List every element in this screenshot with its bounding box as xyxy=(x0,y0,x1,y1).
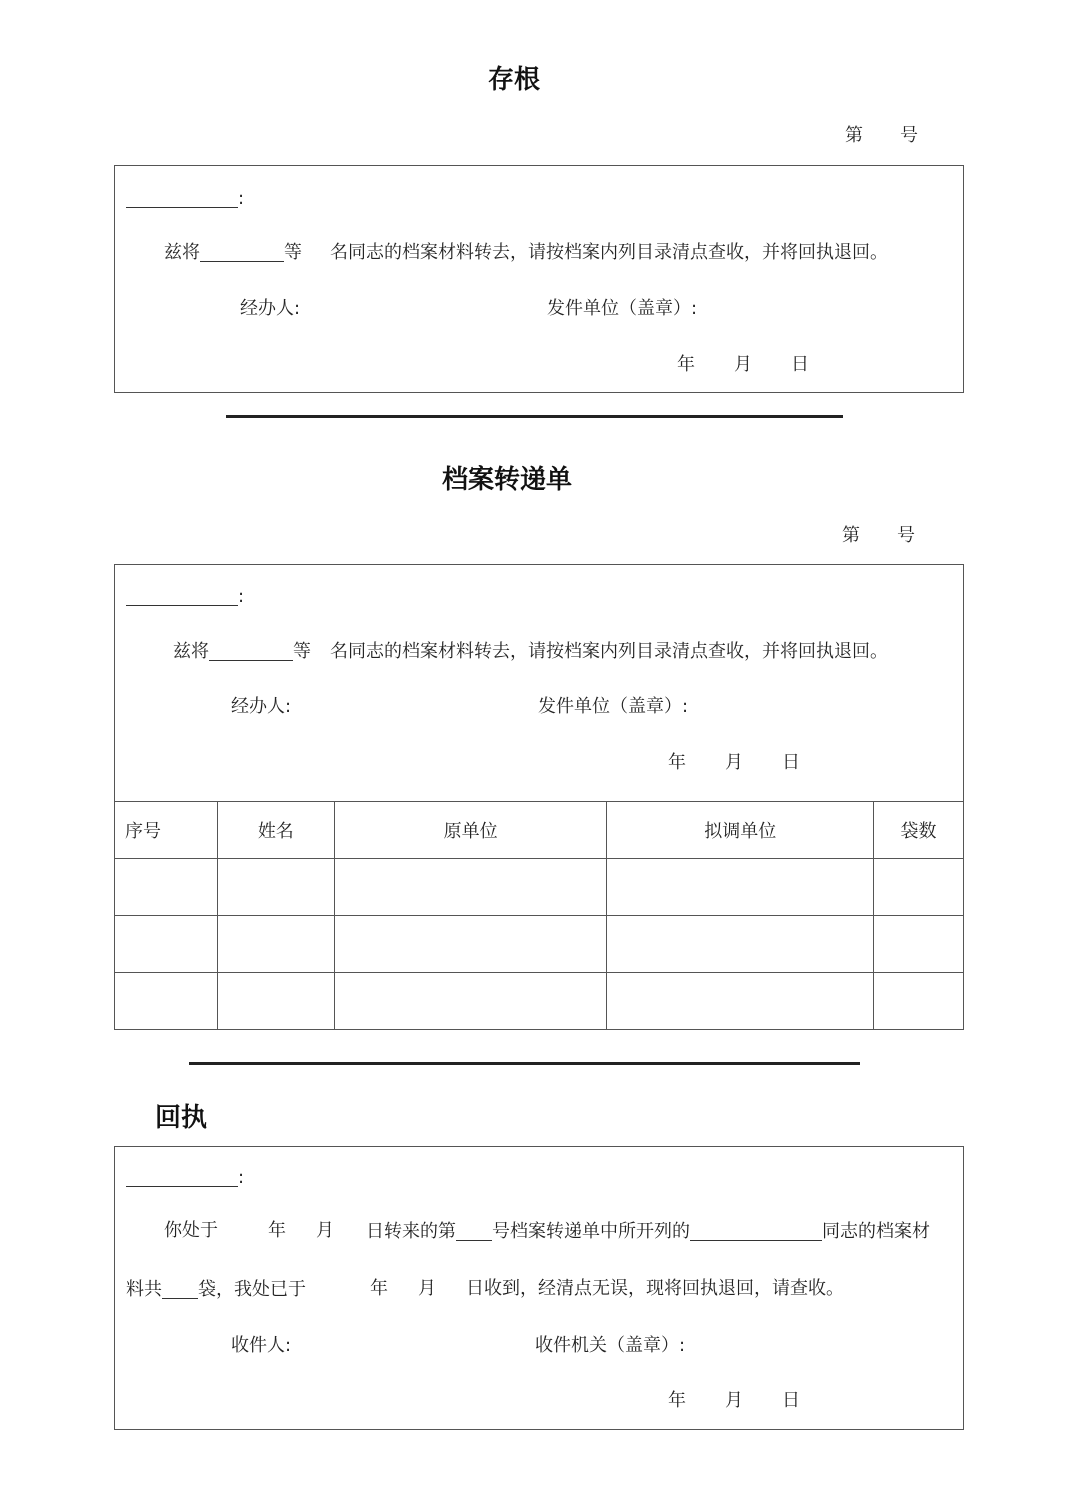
receipt-year: 年 xyxy=(668,1390,686,1411)
table-cell[interactable] xyxy=(607,916,874,973)
col-header-new-unit: 拟调单位 xyxy=(607,802,874,859)
stub-recipient-blank[interactable] xyxy=(126,189,238,208)
transfer-year: 年 xyxy=(668,752,686,773)
table-row xyxy=(115,859,964,916)
col-header-name: 姓名 xyxy=(217,802,334,859)
transfer-name-blank[interactable] xyxy=(209,642,293,661)
table-cell[interactable] xyxy=(334,973,607,1030)
table-header-row xyxy=(115,802,964,859)
receipt-l1-a: 你处于 xyxy=(164,1220,218,1241)
receipt-month: 月 xyxy=(725,1390,743,1411)
stub-handler: 经办人: xyxy=(240,298,301,319)
cut-line-1 xyxy=(226,415,843,418)
transfer-number-di: 第 xyxy=(842,525,860,546)
receipt-names-blank[interactable] xyxy=(690,1222,822,1241)
table-cell[interactable] xyxy=(874,859,964,916)
transfer-sender: 发件单位（盖章）: xyxy=(538,696,689,717)
stub-prefix: 兹将 xyxy=(164,242,200,263)
table-cell[interactable] xyxy=(334,916,607,973)
receipt-l2-start xyxy=(126,1280,306,1299)
transfer-recipient-blank[interactable] xyxy=(126,587,238,606)
receipt-l1-month: 月 xyxy=(316,1220,334,1241)
stub-colon: : xyxy=(238,188,245,209)
receipt-l2-b: 袋，我处已于 xyxy=(198,1279,306,1300)
receipt-bags-blank[interactable] xyxy=(162,1280,198,1299)
receipt-l1-year: 年 xyxy=(268,1220,286,1241)
stub-month: 月 xyxy=(734,354,752,375)
receipt-l2-a: 料共 xyxy=(126,1279,162,1300)
stub-deng: 等 xyxy=(284,242,302,263)
receipt-l2-year: 年 xyxy=(370,1278,388,1299)
stub-recipient-line xyxy=(126,189,244,208)
receipt-l2-c: 日收到，经清点无误，现将回执退回，请查收。 xyxy=(466,1278,844,1299)
table-cell[interactable] xyxy=(115,916,218,973)
table-cell[interactable] xyxy=(217,916,334,973)
receipt-recipient-line xyxy=(126,1168,244,1187)
transfer-title: 档案转递单 xyxy=(442,465,573,495)
table-cell[interactable] xyxy=(874,973,964,1030)
receipt-colon: : xyxy=(238,1167,245,1188)
receipt-l1-c: 号档案转递单中所开列的 xyxy=(492,1221,690,1242)
stub-name-blank[interactable] xyxy=(200,243,284,262)
stub-number-hao: 号 xyxy=(900,125,918,146)
table-cell[interactable] xyxy=(217,973,334,1030)
table-cell[interactable] xyxy=(115,973,218,1030)
receipt-recipient-blank[interactable] xyxy=(126,1168,238,1187)
receipt-title: 回执 xyxy=(155,1103,208,1133)
table-cell[interactable] xyxy=(874,916,964,973)
transfer-colon: : xyxy=(238,586,245,607)
receipt-doc-number-blank[interactable] xyxy=(456,1222,492,1241)
receipt-l2-month: 月 xyxy=(418,1278,436,1299)
receipt-receiving-org: 收件机关（盖章）: xyxy=(535,1335,686,1356)
table-cell[interactable] xyxy=(607,973,874,1030)
stub-title: 存根 xyxy=(488,65,541,95)
receipt-receiver: 收件人: xyxy=(231,1335,292,1356)
transfer-handler: 经办人: xyxy=(231,696,292,717)
transfer-table xyxy=(114,801,964,1030)
transfer-number-hao: 号 xyxy=(897,525,915,546)
col-header-orig-unit: 原单位 xyxy=(334,802,607,859)
stub-year: 年 xyxy=(677,354,695,375)
table-cell[interactable] xyxy=(334,859,607,916)
table-cell[interactable] xyxy=(115,859,218,916)
transfer-day: 日 xyxy=(782,752,800,773)
transfer-recipient-line xyxy=(126,587,244,606)
receipt-day: 日 xyxy=(782,1390,800,1411)
transfer-body-line xyxy=(173,642,888,661)
transfer-deng: 等 xyxy=(293,641,311,662)
stub-body-line xyxy=(164,243,888,262)
receipt-l1-d: 同志的档案材 xyxy=(822,1221,930,1242)
cut-line-2 xyxy=(189,1062,860,1065)
receipt-l1-rest xyxy=(366,1222,930,1241)
transfer-body-text: 名同志的档案材料转去，请按档案内列目录清点查收，并将回执退回。 xyxy=(330,641,888,662)
col-header-bags: 袋数 xyxy=(874,802,964,859)
col-header-seq: 序号 xyxy=(115,802,218,859)
stub-number-di: 第 xyxy=(845,125,863,146)
table-row xyxy=(115,916,964,973)
transfer-month: 月 xyxy=(725,752,743,773)
stub-sender: 发件单位（盖章）: xyxy=(547,298,698,319)
stub-body-text: 名同志的档案材料转去，请按档案内列目录清点查收，并将回执退回。 xyxy=(330,242,888,263)
stub-day: 日 xyxy=(791,354,809,375)
table-cell[interactable] xyxy=(217,859,334,916)
receipt-l1-b: 日转来的第 xyxy=(366,1221,456,1242)
transfer-prefix: 兹将 xyxy=(173,641,209,662)
table-row xyxy=(115,973,964,1030)
table-cell[interactable] xyxy=(607,859,874,916)
